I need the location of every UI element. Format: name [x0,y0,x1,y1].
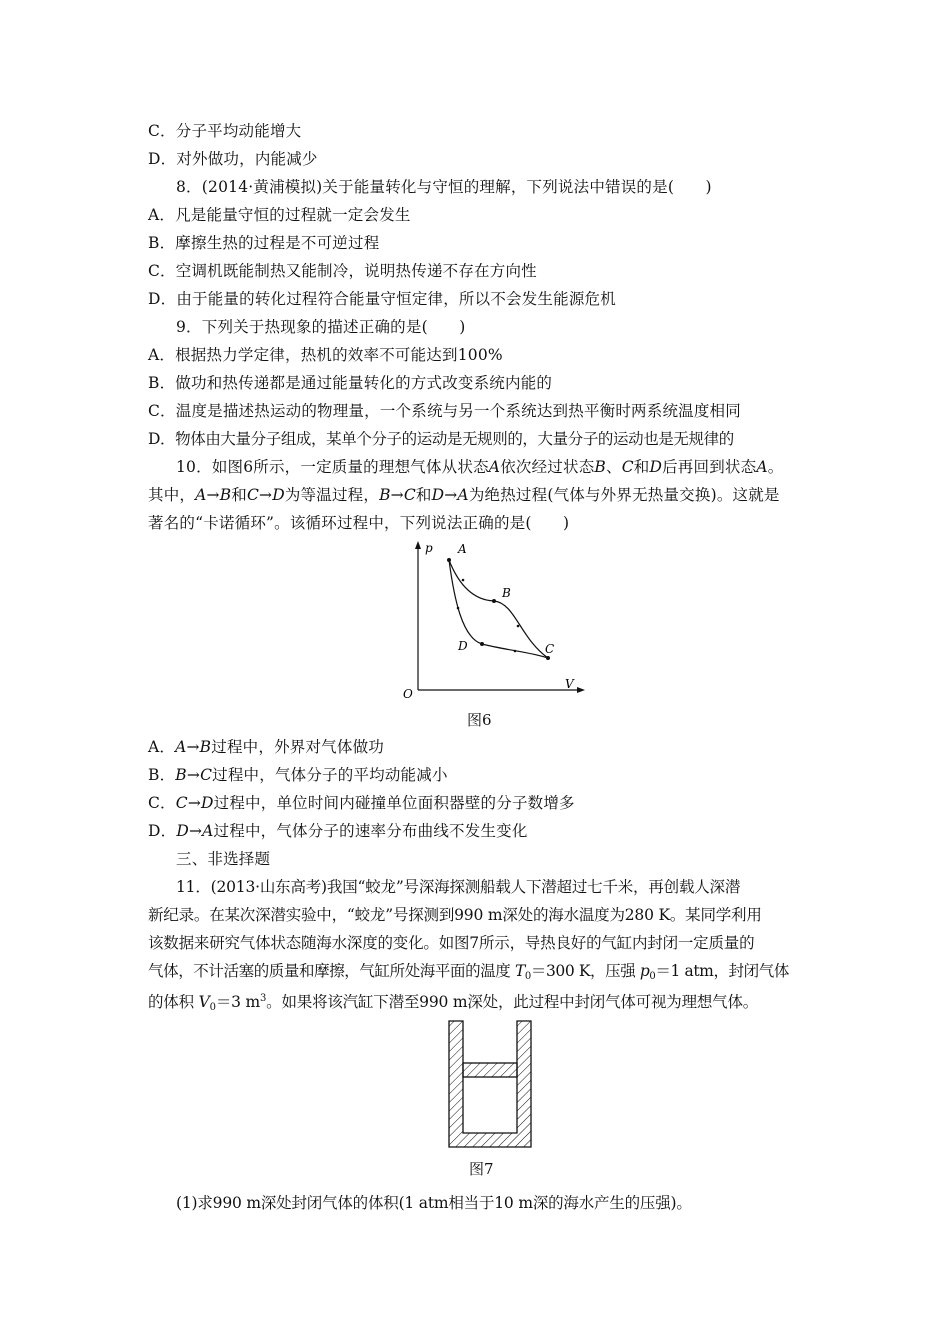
point-d [480,642,484,646]
mark-da [457,607,460,610]
point-a [447,558,451,562]
q10-option-c: C．C→D过程中，单位时间内碰撞单位面积器壁的分子数增多 [148,794,575,812]
q9-option-b: B．做功和热传递都是通过能量转化的方式改变系统内能的 [148,374,553,392]
label-d: D [458,639,468,653]
q11-line2: 新纪录。在某次深潜实验中，“蛟龙”号探测到990 m深处的海水温度为280 K。某同学利用 [148,906,762,924]
q10-stem-line1: 10．如图6所示，一定质量的理想气体从状态A依次经过状态B、C和D后再回到状态A。 [176,458,784,476]
label-a: A [458,542,467,556]
q9-option-a: A．根据热力学定律，热机的效率不可能达到100% [148,346,503,364]
pv-diagram-figure6 [400,538,590,698]
label-b: B [502,586,511,600]
q7-option-d: D．对外做功，内能减少 [148,150,318,168]
q11-line5: 的体积 $V_0=3$ $m^3$。如果将该汽缸下潜至990 m深处，此过程中封闭气体可视为理想气体。 [148,993,759,1013]
q9-option-c: C．温度是描述热运动的物理量，一个系统与另一个系统达到热平衡时两系统温度相同 [148,402,741,420]
q11-line3: 该数据来研究气体状态随海水深度的变化。如图7所示，导热良好的气缸内封闭一定质量的 [148,934,755,952]
p-axis-label: p [425,541,433,555]
mark-bc [517,625,520,628]
cylinder-wall [449,1021,531,1147]
label-c: C [545,642,555,656]
q8-option-c: C．空调机既能制热又能制冷，说明热传递不存在方向性 [148,262,537,280]
point-c [546,656,550,660]
q11-line1: 11．(2013·山东高考)我国“蛟龙”号深海探测船载人下潜超过七千米，再创载人深潜 [176,878,741,896]
q8-stem: 8．(2014·黄浦模拟)关于能量转化与守恒的理解，下列说法中错误的是( ) [176,178,712,196]
v-axis-arrow-icon [577,687,585,693]
q10-option-a: A．A→B过程中，外界对气体做功 [148,738,384,756]
piston [463,1063,517,1077]
section-heading: 三、非选择题 [176,850,271,868]
mark-cd [514,650,517,653]
q9-option-d: D．物体由大量分子组成，某单个分子的运动是无规则的，大量分子的运动也是无规律的 [148,430,734,448]
point-b [492,599,496,603]
q8-option-a: A．凡是能量守恒的过程就一定会发生 [148,206,411,224]
cylinder-figure7 [440,1018,540,1150]
q8-option-d: D．由于能量的转化过程符合能量守恒定律，所以不会发生能源危机 [148,290,616,308]
q11-line4: 气体，不计活塞的质量和摩擦，气缸所处海平面的温度 $T_0=300$ K，压强 $p_0=1$ atm，封闭气体 [148,962,789,982]
mark-ab [462,579,465,582]
q9-stem: 9．下列关于热现象的描述正确的是( ) [176,318,466,336]
q7-option-c: C．分子平均动能增大 [148,122,302,140]
q8-option-b: B．摩擦生热的过程是不可逆过程 [148,234,380,252]
v-axis-label: V [565,677,574,691]
q10-option-b: B．B→C过程中，气体分子的平均动能减小 [148,766,448,784]
figure7-caption: 图7 [469,1160,494,1178]
q10-stem-line2: 其中，A→B和C→D为等温过程，B→C和D→A为绝热过程(气体与外界无热量交换)。这就是 [148,486,780,504]
q10-stem-line3: 著名的“卡诺循环”。该循环过程中，下列说法正确的是( ) [148,514,570,532]
origin-label: O [403,687,413,698]
p-axis-arrow-icon [415,541,421,549]
figure6-caption: 图6 [467,711,492,729]
q11-sub1: (1)求990 m深处封闭气体的体积(1 atm相当于10 m深的海水产生的压强)。 [176,1194,692,1212]
q10-option-d: D．D→A过程中，气体分子的速率分布曲线不发生变化 [148,822,528,840]
